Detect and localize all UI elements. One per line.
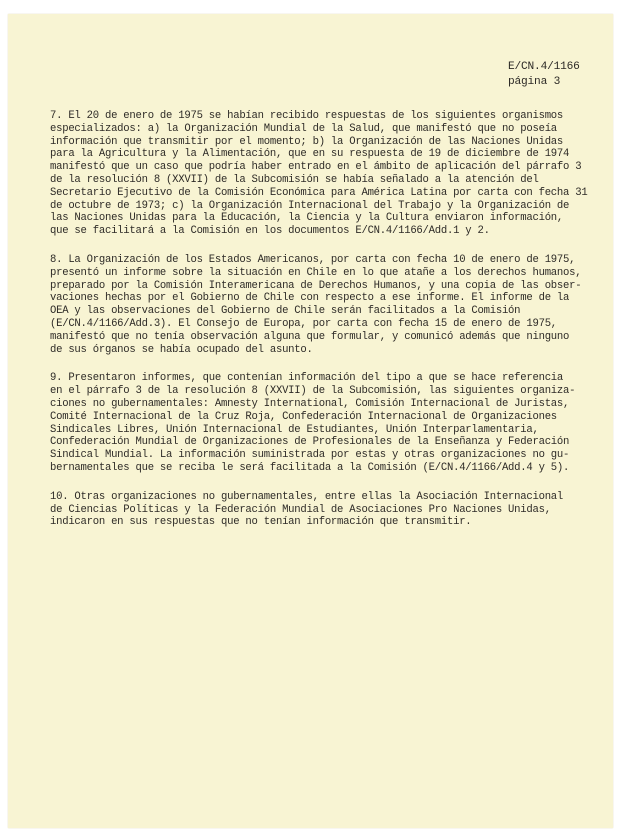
text-line: Secretario Ejecutivo de la Comisión Económica para América Latina por carta con fecha 31	[50, 186, 588, 199]
paragraph-8	[50, 254, 590, 356]
document-symbol-block	[508, 60, 580, 90]
text-line: preparado por la Comisión Interamericana de Derechos Humanos, y una copia de las obser-	[50, 279, 582, 292]
text-line: Comité Internacional de la Cruz Roja, Confederación Internacional de Organizaciones	[50, 410, 557, 423]
paragraph-7	[50, 110, 590, 238]
text-line: que se facilitará a la Comisión en los documentos E/CN.4/1166/Add.1 y 2.	[50, 225, 490, 238]
text-line: vaciones hechas por el Gobierno de Chile con respecto a ese informe. El informe de la	[50, 292, 570, 305]
text-line: información que transmitir por el momento; b) la Organización de las Naciones Unidas	[50, 135, 564, 148]
text-line: presentó un informe sobre la situación en Chile en lo que atañe a los derechos humanos,	[50, 266, 582, 279]
text-line: bernamentales que se reciba le será facilitada a la Comisión (E/CN.4/1166/Add.4 y 5).	[50, 461, 570, 474]
document-symbol: E/CN.4/1166	[508, 61, 580, 73]
document-body	[50, 110, 590, 545]
text-line: (E/CN.4/1166/Add.3). El Consejo de Europa, por carta con fecha 15 de enero de 1975,	[50, 317, 557, 330]
text-line: Sindical Mundial. La información suministrada por estas y otras organizaciones no gu-	[50, 449, 570, 462]
document-page	[8, 14, 613, 828]
text-line: las Naciones Unidas para la Educación, la Ciencia y la Cultura enviaron información,	[50, 212, 564, 225]
text-line: OEA y las observaciones del Gobierno de Chile serán facilitados a la Comisión	[50, 305, 521, 318]
page-number: página 3	[508, 76, 561, 88]
text-line: para la Agricultura y la Alimentación, que en su respuesta de 19 de diciembre de 1974	[50, 148, 570, 161]
text-line: Sindicales Libres, Unión Internacional de Estudiantes, Unión Interparlamentaria,	[50, 423, 539, 436]
text-line: de la resolución 8 (XXVII) de la Subcomisión se había señalado a la atención del	[50, 173, 539, 186]
text-line: 9. Presentaron informes, que contenían información del tipo a que se hace referencia	[50, 372, 564, 385]
text-line: ciones no gubernamentales: Amnesty International, Comisión Internacional de Juristas,	[50, 397, 570, 410]
text-line: manifestó que un caso que podría haber entrado en el ámbito de aplicación del párrafo 3	[50, 161, 582, 174]
paragraph-9	[50, 372, 590, 474]
text-line: de sus órganos se había ocupado del asunto.	[50, 343, 313, 356]
text-line: 8. La Organización de los Estados Americanos, por carta con fecha 10 de enero de 1975,	[50, 253, 576, 266]
paragraph-10	[50, 491, 590, 529]
text-line: 7. El 20 de enero de 1975 se habían recibido respuestas de los siguientes organismos	[50, 110, 564, 122]
text-line: 10. Otras organizaciones no gubernamentales, entre ellas la Asociación Internacional	[50, 490, 564, 503]
text-line: en el párrafo 3 de la resolución 8 (XXVII) de la Subcomisión, las siguientes organiza-	[50, 385, 576, 398]
text-line: indicaron en sus respuestas que no tenían información que transmitir.	[50, 516, 472, 529]
text-line: especializados: a) la Organización Mundial de la Salud, que manifestó que no poseía	[50, 122, 557, 135]
text-line: de octubre de 1973; c) la Organización Internacional del Trabajo y la Organización de	[50, 199, 570, 212]
text-line: de Ciencias Políticas y la Federación Mundial de Asociaciones Pro Naciones Unidas,	[50, 503, 551, 516]
text-line: Confederación Mundial de Organizaciones de Profesionales de la Enseñanza y Federación	[50, 436, 570, 449]
text-line: manifestó que no tenía observación alguna que formular, y comunicó además que ninguno	[50, 330, 570, 343]
